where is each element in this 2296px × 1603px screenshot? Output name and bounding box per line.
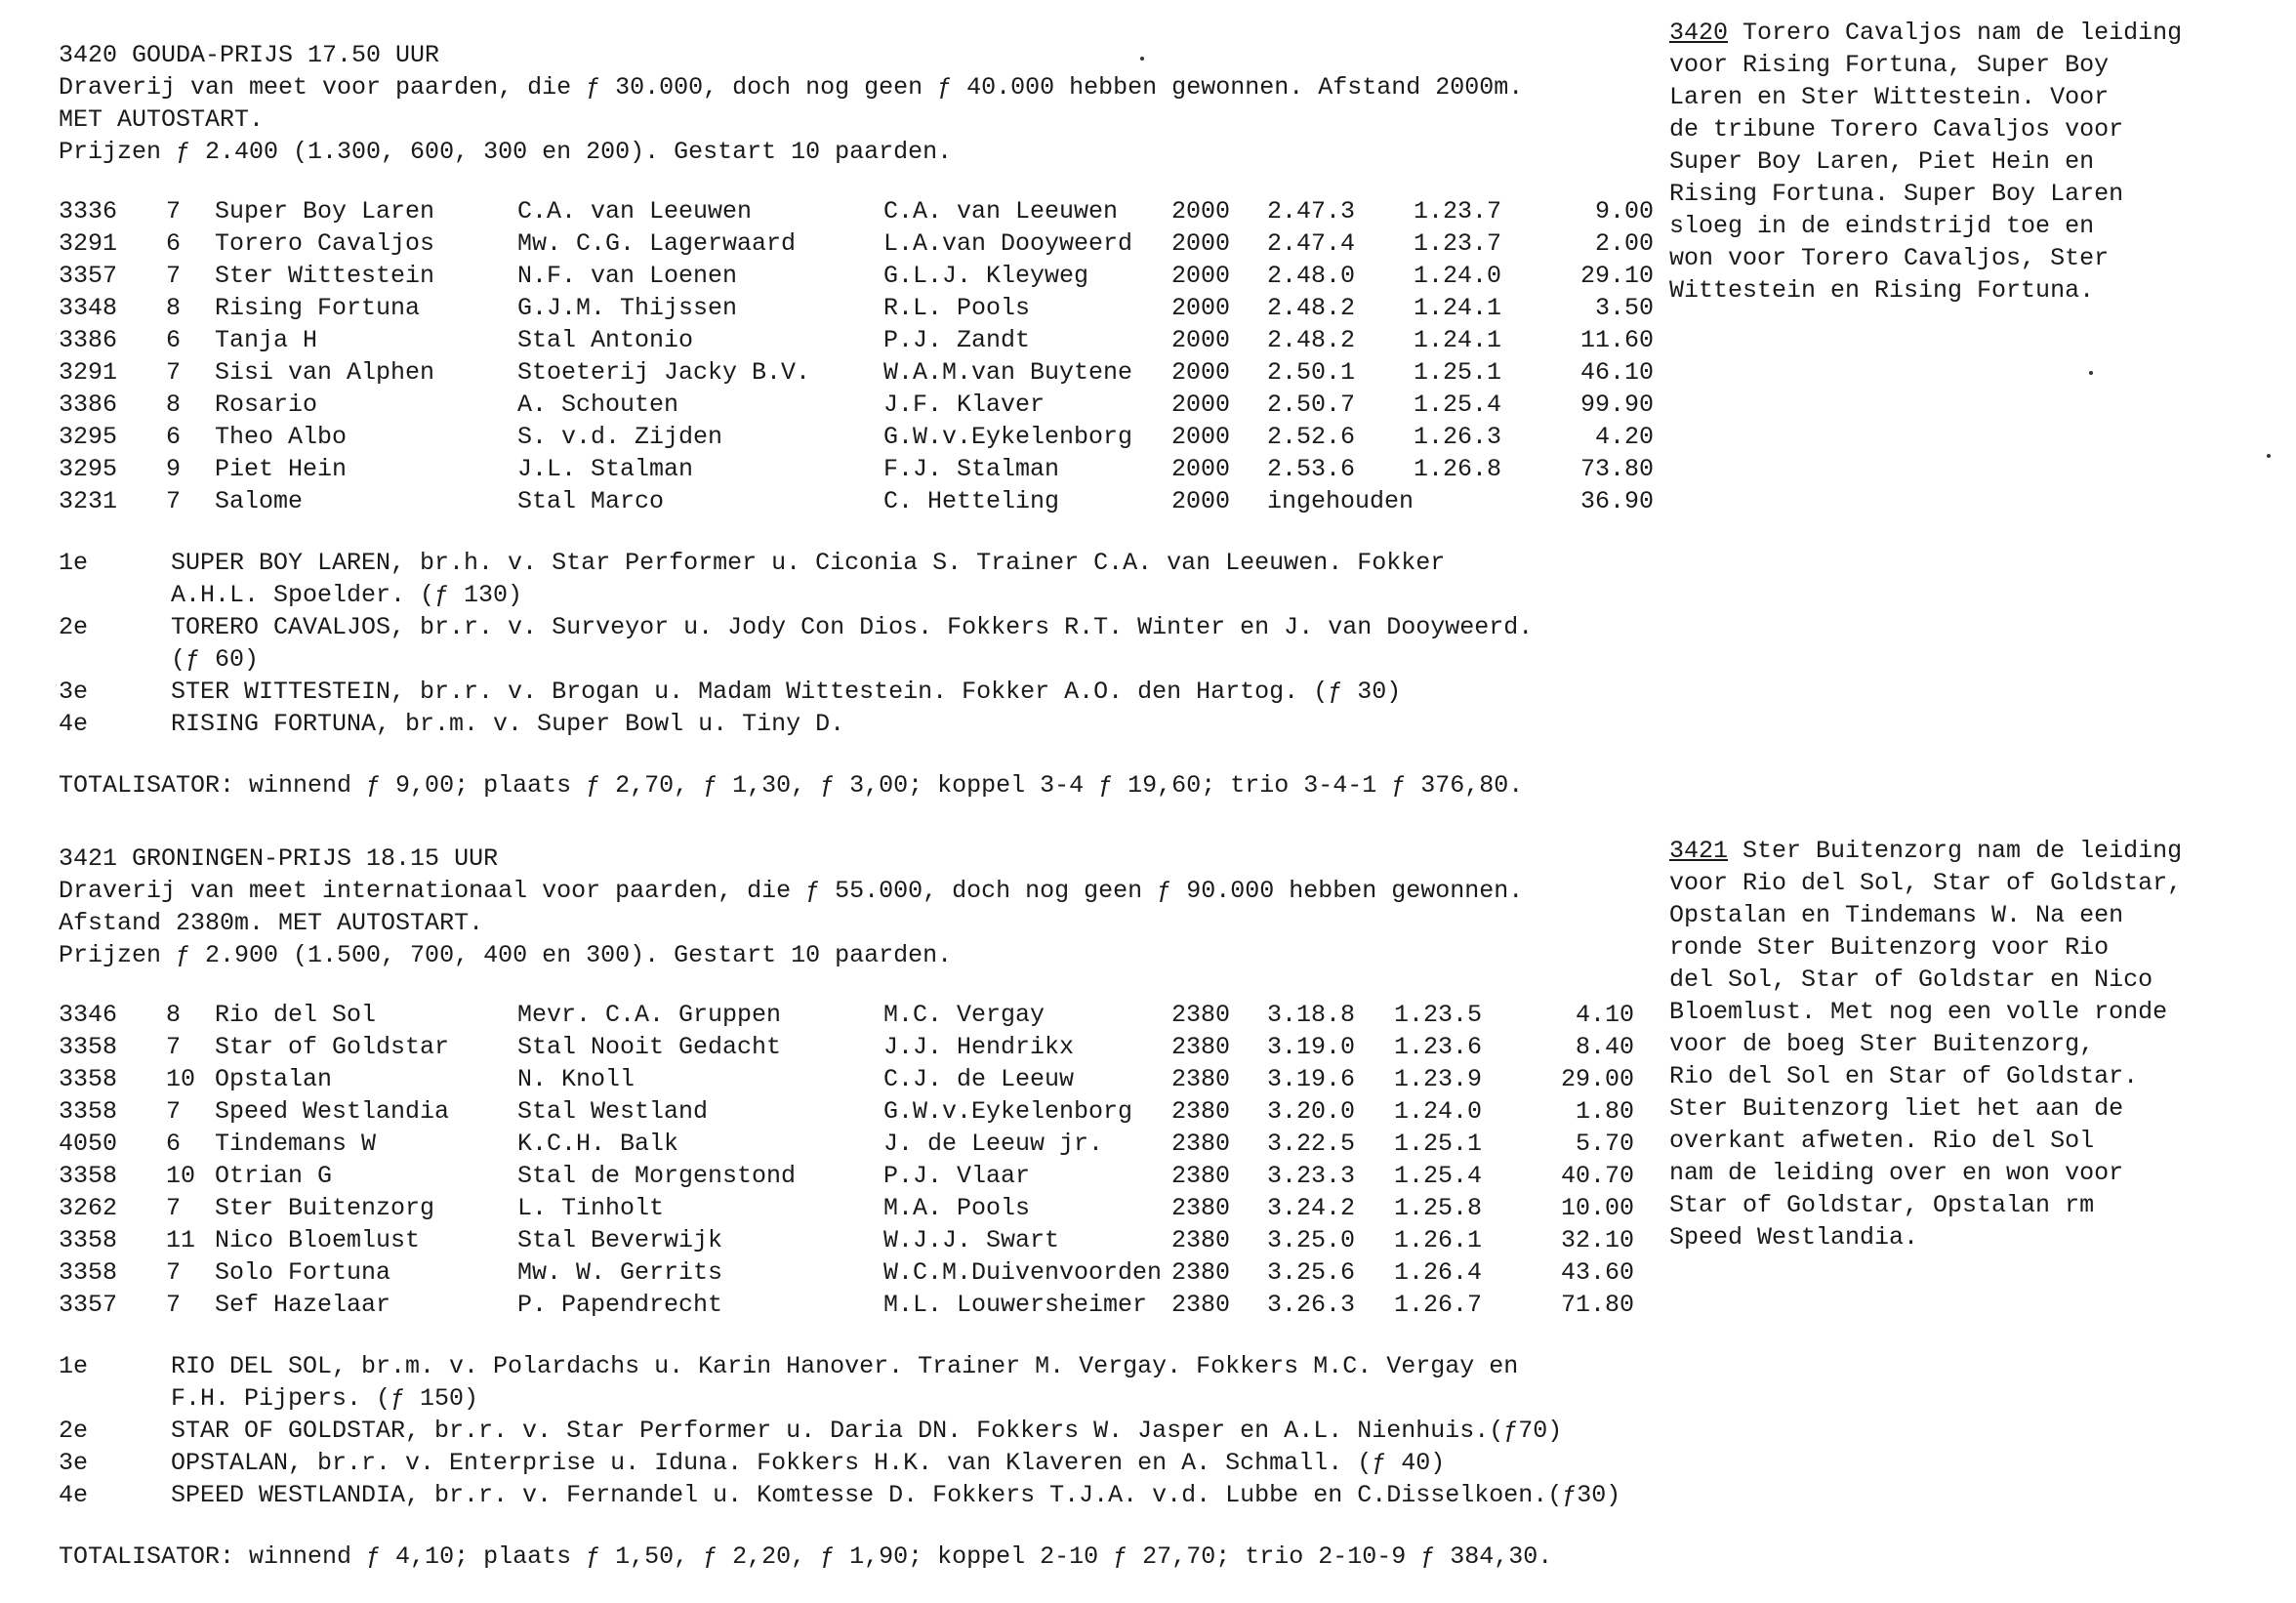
entry-number-cell: 3386 — [59, 390, 118, 419]
table-row — [59, 421, 1654, 453]
distance-cell: 2380 — [1171, 1130, 1231, 1158]
horse-age-cell: 10 — [166, 1065, 196, 1093]
horse-name-cell: Star of Goldstar — [215, 1033, 450, 1061]
horse-age-cell: 10 — [166, 1162, 196, 1190]
km-time-cell: 1.23.7 — [1414, 197, 1502, 226]
distance-cell: 2000 — [1171, 487, 1231, 515]
table-row — [59, 1063, 1634, 1095]
distance-cell: 2000 — [1171, 390, 1231, 419]
race-conditions-line: Draverij van meet internationaal voor paarden, die ƒ 55.000, doch nog geen ƒ 90.000 hebben gewonnen. — [59, 877, 1524, 905]
placing-item — [59, 1447, 1660, 1479]
owner-cell: L. Tinholt — [517, 1194, 665, 1222]
km-time-cell: 1.23.6 — [1394, 1033, 1483, 1061]
horse-name-cell: Solo Fortuna — [215, 1258, 391, 1287]
table-row — [59, 1224, 1634, 1256]
entry-number-cell: 3295 — [59, 423, 118, 451]
horse-age-cell: 7 — [166, 1291, 182, 1319]
placing-position: 3e — [59, 678, 89, 706]
driver-cell: C.A. van Leeuwen — [883, 197, 1119, 226]
horse-name-cell: Ster Buitenzorg — [215, 1194, 435, 1222]
km-time-cell: 1.25.1 — [1394, 1130, 1483, 1158]
race-conditions-line: Afstand 2380m. MET AUTOSTART. — [59, 909, 484, 937]
placing-position: 1e — [59, 1352, 89, 1380]
total-time-cell: 2.48.0 — [1267, 262, 1356, 290]
entry-number-cell: 3357 — [59, 1291, 118, 1319]
distance-cell: 2000 — [1171, 229, 1231, 258]
race-conditions-line: MET AUTOSTART. — [59, 105, 265, 134]
total-time-cell: 3.23.3 — [1267, 1162, 1356, 1190]
horse-name-cell: Sisi van Alphen — [215, 358, 435, 387]
entry-number-cell: 4050 — [59, 1130, 118, 1158]
placings-list — [59, 1350, 1660, 1511]
total-time-cell: 2.47.3 — [1267, 197, 1356, 226]
odds-cell: 36.90 — [1580, 487, 1655, 515]
driver-cell: J.J. Hendrikx — [883, 1033, 1075, 1061]
commentary-text: Torero Cavaljos nam de leiding voor Rising Fortuna, Super Boy Laren en Ster Wittestein. Voor de tribune Torero Cavaljos voor Super Boy Laren, Piet Hein en Rising Fortuna. Super Boy Laren sloeg in de eindstrijd toe en won voor Torero Cavaljos, Ster Wittestein en Rising Fortuna. — [1669, 19, 2183, 305]
horse-age-cell: 7 — [166, 1258, 182, 1287]
driver-cell: P.J. Zandt — [883, 326, 1031, 354]
km-time-cell: 1.26.1 — [1394, 1226, 1483, 1254]
owner-cell: Stoeterij Jacky B.V. — [517, 358, 811, 387]
owner-cell: Mw. C.G. Lagerwaard — [517, 229, 797, 258]
placing-description: TORERO CAVALJOS, br.r. v. Surveyor u. Jody Con Dios. Fokkers R.T. Winter en J. van Dooyweerd. (ƒ 60) — [171, 613, 1534, 674]
entry-number-cell: 3291 — [59, 358, 118, 387]
table-row — [59, 389, 1654, 421]
driver-cell: L.A.van Dooyweerd — [883, 229, 1133, 258]
odds-cell: 1.80 — [1575, 1097, 1634, 1126]
total-time-cell: 2.48.2 — [1267, 326, 1356, 354]
driver-cell: C.J. de Leeuw — [883, 1065, 1075, 1093]
owner-cell: Stal Nooit Gedacht — [517, 1033, 782, 1061]
total-time-cell: 3.22.5 — [1267, 1130, 1356, 1158]
driver-cell: G.W.v.Eykelenborg — [883, 423, 1133, 451]
driver-cell: G.W.v.Eykelenborg — [883, 1097, 1133, 1126]
table-row — [59, 1160, 1634, 1192]
table-row — [59, 356, 1654, 389]
odds-cell: 5.70 — [1575, 1130, 1634, 1158]
table-row — [59, 1192, 1634, 1224]
placing-description: STER WITTESTEIN, br.r. v. Brogan u. Madam Wittestein. Fokker A.O. den Hartog. (ƒ 30) — [171, 678, 1402, 706]
entry-number-cell: 3358 — [59, 1258, 118, 1287]
entry-number-cell: 3358 — [59, 1033, 118, 1061]
placing-description: RIO DEL SOL, br.m. v. Polardachs u. Karin Hanover. Trainer M. Vergay. Fokkers M.C. Vergay en F.H. Pijpers. (ƒ 150) — [171, 1352, 1519, 1413]
horse-age-cell: 7 — [166, 262, 182, 290]
distance-cell: 2000 — [1171, 423, 1231, 451]
horse-name-cell: Rosario — [215, 390, 318, 419]
commentary-race-number: 3421 — [1669, 837, 1729, 865]
table-row — [59, 453, 1654, 485]
total-time-cell: 3.18.8 — [1267, 1001, 1356, 1029]
odds-cell: 9.00 — [1595, 197, 1655, 226]
owner-cell: S. v.d. Zijden — [517, 423, 723, 451]
entry-number-cell: 3386 — [59, 326, 118, 354]
horse-name-cell: Tindemans W — [215, 1130, 377, 1158]
driver-cell: R.L. Pools — [883, 294, 1031, 322]
race-title: 3421 GRONINGEN-PRIJS 18.15 UUR — [59, 844, 499, 873]
total-time-cell: 2.47.4 — [1267, 229, 1356, 258]
owner-cell: K.C.H. Balk — [517, 1130, 679, 1158]
placing-item — [59, 676, 1660, 708]
odds-cell: 71.80 — [1560, 1291, 1634, 1319]
horse-name-cell: Torero Cavaljos — [215, 229, 435, 258]
placing-item — [59, 1415, 1660, 1447]
horse-name-cell: Rio del Sol — [215, 1001, 377, 1029]
race-title: 3420 GOUDA-PRIJS 17.50 UUR — [59, 41, 440, 69]
commentary-text: Ster Buitenzorg nam de leiding voor Rio del Sol, Star of Goldstar, Opstalan en Tindemans W. Na een ronde Ster Buitenzorg voor Rio del Sol, Star of Goldstar en Nico Bloemlust. Met nog een volle ronde voor de boeg Ster Buitenzorg, Rio del Sol en Star of Goldstar. Ster Buitenzorg liet het aan de overkant afweten. Rio del Sol nam de leiding over en won voor Star of Goldstar, Opstalan rm Speed Westlandia. — [1669, 837, 2183, 1252]
total-time-cell: 3.24.2 — [1267, 1194, 1356, 1222]
table-row — [59, 324, 1654, 356]
horse-age-cell: 6 — [166, 229, 182, 258]
odds-cell: 40.70 — [1560, 1162, 1634, 1190]
entry-number-cell: 3346 — [59, 1001, 118, 1029]
distance-cell: 2000 — [1171, 294, 1231, 322]
owner-cell: N. Knoll — [517, 1065, 636, 1093]
distance-cell: 2380 — [1171, 1162, 1231, 1190]
placings-list — [59, 547, 1660, 740]
race-commentary — [1669, 835, 2294, 1254]
horse-name-cell: Otrian G — [215, 1162, 333, 1190]
placing-description: RISING FORTUNA, br.m. v. Super Bowl u. Tiny D. — [171, 710, 845, 738]
owner-cell: P. Papendrecht — [517, 1291, 723, 1319]
horse-name-cell: Ster Wittestein — [215, 262, 435, 290]
km-time-cell: 1.26.4 — [1394, 1258, 1483, 1287]
horse-age-cell: 8 — [166, 390, 182, 419]
driver-cell: G.L.J. Kleyweg — [883, 262, 1089, 290]
results-table — [59, 195, 1654, 517]
odds-cell: 4.20 — [1595, 423, 1655, 451]
table-row — [59, 485, 1654, 517]
table-row — [59, 1289, 1634, 1321]
horse-age-cell: 7 — [166, 487, 182, 515]
owner-cell: Mevr. C.A. Gruppen — [517, 1001, 782, 1029]
distance-cell: 2380 — [1171, 1258, 1231, 1287]
table-row — [59, 1095, 1634, 1128]
odds-cell: 29.10 — [1580, 262, 1655, 290]
entry-number-cell: 3262 — [59, 1194, 118, 1222]
horse-name-cell: Speed Westlandia — [215, 1097, 450, 1126]
distance-cell: 2380 — [1171, 1033, 1231, 1061]
scan-speck — [2267, 454, 2271, 458]
entry-number-cell: 3358 — [59, 1065, 118, 1093]
km-time-cell: 1.25.4 — [1394, 1162, 1483, 1190]
horse-name-cell: Theo Albo — [215, 423, 348, 451]
total-time-cell: 2.48.2 — [1267, 294, 1356, 322]
horse-age-cell: 7 — [166, 358, 182, 387]
owner-cell: Stal Antonio — [517, 326, 694, 354]
horse-name-cell: Tanja H — [215, 326, 318, 354]
owner-cell: N.F. van Loenen — [517, 262, 738, 290]
distance-cell: 2000 — [1171, 455, 1231, 483]
race-3421-section — [59, 843, 1660, 1573]
odds-cell: 99.90 — [1580, 390, 1655, 419]
km-time-cell: 1.24.0 — [1414, 262, 1502, 290]
placing-description: STAR OF GOLDSTAR, br.r. v. Star Performer u. Daria DN. Fokkers W. Jasper en A.L. Nienhuis.(ƒ70) — [171, 1417, 1563, 1445]
race-commentary — [1669, 17, 2294, 307]
horse-name-cell: Opstalan — [215, 1065, 333, 1093]
placing-item — [59, 708, 1660, 740]
horse-age-cell: 7 — [166, 1033, 182, 1061]
placing-item — [59, 1479, 1660, 1511]
horse-age-cell: 7 — [166, 1194, 182, 1222]
owner-cell: Stal de Morgenstond — [517, 1162, 797, 1190]
total-time-cell: 3.19.6 — [1267, 1065, 1356, 1093]
race-conditions-line: Draverij van meet voor paarden, die ƒ 30.000, doch nog geen ƒ 40.000 hebben gewonnen. Afstand 2000m. — [59, 73, 1524, 102]
km-time-cell: 1.26.8 — [1414, 455, 1502, 483]
odds-cell: 73.80 — [1580, 455, 1655, 483]
km-time-cell — [1414, 485, 1550, 517]
placing-position: 2e — [59, 1417, 89, 1445]
placing-description: SUPER BOY LAREN, br.h. v. Star Performer u. Ciconia S. Trainer C.A. van Leeuwen. Fokker A.H.L. Spoelder. (ƒ 130) — [171, 549, 1446, 609]
total-time-cell: 2.53.6 — [1267, 455, 1356, 483]
entry-number-cell: 3348 — [59, 294, 118, 322]
driver-cell: M.A. Pools — [883, 1194, 1031, 1222]
distance-cell: 2380 — [1171, 1097, 1231, 1126]
horse-age-cell: 11 — [166, 1226, 196, 1254]
km-time-cell: 1.23.5 — [1394, 1001, 1483, 1029]
odds-cell: 4.10 — [1575, 1001, 1634, 1029]
driver-cell: W.C.M.Duivenvoorden — [883, 1258, 1163, 1287]
total-time-cell: 2.50.1 — [1267, 358, 1356, 387]
total-time-cell: 3.20.0 — [1267, 1097, 1356, 1126]
odds-cell: 8.40 — [1575, 1033, 1634, 1061]
table-row — [59, 292, 1654, 324]
distance-cell: 2380 — [1171, 1065, 1231, 1093]
totalisator-line: TOTALISATOR: winnend ƒ 9,00; plaats ƒ 2,70, ƒ 1,30, ƒ 3,00; koppel 3-4 ƒ 19,60; trio 3-4-1 ƒ 376,80. — [59, 771, 1524, 800]
horse-age-cell: 6 — [166, 1130, 182, 1158]
owner-cell: J.L. Stalman — [517, 455, 694, 483]
horse-age-cell: 7 — [166, 1097, 182, 1126]
km-time-cell: 1.24.0 — [1394, 1097, 1483, 1126]
km-time-cell: 1.25.4 — [1414, 390, 1502, 419]
horse-name-cell: Piet Hein — [215, 455, 348, 483]
table-row — [59, 999, 1634, 1031]
total-time-cell: 2.52.6 — [1267, 423, 1356, 451]
entry-number-cell: 3295 — [59, 455, 118, 483]
odds-cell: 3.50 — [1595, 294, 1655, 322]
owner-cell: Mw. W. Gerrits — [517, 1258, 723, 1287]
driver-cell: W.J.J. Swart — [883, 1226, 1060, 1254]
placing-position: 4e — [59, 1481, 89, 1509]
horse-name-cell: Salome — [215, 487, 304, 515]
table-row — [59, 1128, 1634, 1160]
km-time-cell: 1.26.3 — [1414, 423, 1502, 451]
horse-age-cell: 8 — [166, 294, 182, 322]
driver-cell: F.J. Stalman — [883, 455, 1060, 483]
odds-cell: 43.60 — [1560, 1258, 1634, 1287]
table-row — [59, 195, 1654, 227]
scan-speck — [1140, 57, 1144, 61]
distance-cell: 2000 — [1171, 358, 1231, 387]
km-time-cell: 1.24.1 — [1414, 294, 1502, 322]
total-time-cell: 3.25.0 — [1267, 1226, 1356, 1254]
entry-number-cell: 3358 — [59, 1162, 118, 1190]
horse-age-cell: 7 — [166, 197, 182, 226]
horse-age-cell: 8 — [166, 1001, 182, 1029]
owner-cell: Stal Marco — [517, 487, 665, 515]
placing-description: OPSTALAN, br.r. v. Enterprise u. Iduna. Fokkers H.K. van Klaveren en A. Schmall. (ƒ 40) — [171, 1449, 1446, 1477]
table-row — [59, 260, 1654, 292]
owner-cell: Stal Westland — [517, 1097, 709, 1126]
distance-cell: 2380 — [1171, 1001, 1231, 1029]
km-time-cell: 1.26.7 — [1394, 1291, 1483, 1319]
distance-cell: 2000 — [1171, 326, 1231, 354]
placing-position: 3e — [59, 1449, 89, 1477]
results-table — [59, 999, 1634, 1321]
table-row — [59, 1031, 1634, 1063]
total-time-cell: 2.50.7 — [1267, 390, 1356, 419]
placing-item — [59, 547, 1660, 611]
entry-number-cell: 3231 — [59, 487, 118, 515]
driver-cell: M.L. Louwersheimer — [883, 1291, 1148, 1319]
odds-cell: 32.10 — [1560, 1226, 1634, 1254]
entry-number-cell: 3336 — [59, 197, 118, 226]
distance-cell: 2380 — [1171, 1226, 1231, 1254]
entry-number-cell: 3358 — [59, 1226, 118, 1254]
driver-cell: M.C. Vergay — [883, 1001, 1046, 1029]
odds-cell: 46.10 — [1580, 358, 1655, 387]
odds-cell: 2.00 — [1595, 229, 1655, 258]
entry-number-cell: 3291 — [59, 229, 118, 258]
odds-cell: 29.00 — [1560, 1065, 1634, 1093]
driver-cell: J.F. Klaver — [883, 390, 1046, 419]
owner-cell: C.A. van Leeuwen — [517, 197, 753, 226]
owner-cell: Stal Beverwijk — [517, 1226, 723, 1254]
driver-cell: J. de Leeuw jr. — [883, 1130, 1104, 1158]
placing-position: 4e — [59, 710, 89, 738]
distance-cell: 2000 — [1171, 262, 1231, 290]
totalisator-line: TOTALISATOR: winnend ƒ 4,10; plaats ƒ 1,50, ƒ 2,20, ƒ 1,90; koppel 2-10 ƒ 27,70; trio 2-10-9 ƒ 384,30. — [59, 1542, 1553, 1571]
race-prizes-line: Prijzen ƒ 2.900 (1.500, 700, 400 en 300). Gestart 10 paarden. — [59, 941, 953, 969]
km-time-cell: 1.25.1 — [1414, 358, 1502, 387]
placing-description: SPEED WESTLANDIA, br.r. v. Fernandel u. Komtesse D. Fokkers T.J.A. v.d. Lubbe en C.Disselkoen.(ƒ30) — [171, 1481, 1621, 1509]
horse-name-cell: Rising Fortuna — [215, 294, 421, 322]
placing-item — [59, 611, 1660, 676]
owner-cell: A. Schouten — [517, 390, 679, 419]
km-time-cell: 1.23.7 — [1414, 229, 1502, 258]
table-row — [59, 227, 1654, 260]
distance-cell: 2380 — [1171, 1194, 1231, 1222]
total-time-cell: ingehouden — [1267, 487, 1414, 515]
total-time-cell: 3.25.6 — [1267, 1258, 1356, 1287]
horse-age-cell: 6 — [166, 423, 182, 451]
total-time-cell: 3.19.0 — [1267, 1033, 1356, 1061]
horse-name-cell: Super Boy Laren — [215, 197, 435, 226]
race-3420-section — [59, 39, 1660, 802]
horse-name-cell: Nico Bloemlust — [215, 1226, 421, 1254]
table-row — [59, 1256, 1634, 1289]
placing-item — [59, 1350, 1660, 1415]
km-time-cell: 1.25.8 — [1394, 1194, 1483, 1222]
horse-age-cell: 6 — [166, 326, 182, 354]
odds-cell: 10.00 — [1560, 1194, 1634, 1222]
placing-position: 1e — [59, 549, 89, 577]
race-prizes-line: Prijzen ƒ 2.400 (1.300, 600, 300 en 200). Gestart 10 paarden. — [59, 138, 953, 166]
entry-number-cell: 3357 — [59, 262, 118, 290]
owner-cell: G.J.M. Thijssen — [517, 294, 738, 322]
horse-name-cell: Sef Hazelaar — [215, 1291, 391, 1319]
scan-speck — [2089, 371, 2093, 375]
commentary-race-number: 3420 — [1669, 19, 1729, 47]
placing-position: 2e — [59, 613, 89, 641]
km-time-cell: 1.23.9 — [1394, 1065, 1483, 1093]
horse-age-cell: 9 — [166, 455, 182, 483]
odds-cell: 11.60 — [1580, 326, 1655, 354]
driver-cell: W.A.M.van Buytene — [883, 358, 1133, 387]
distance-cell: 2380 — [1171, 1291, 1231, 1319]
driver-cell: C. Hetteling — [883, 487, 1060, 515]
driver-cell: P.J. Vlaar — [883, 1162, 1031, 1190]
km-time-cell: 1.24.1 — [1414, 326, 1502, 354]
entry-number-cell: 3358 — [59, 1097, 118, 1126]
total-time-cell: 3.26.3 — [1267, 1291, 1356, 1319]
distance-cell: 2000 — [1171, 197, 1231, 226]
